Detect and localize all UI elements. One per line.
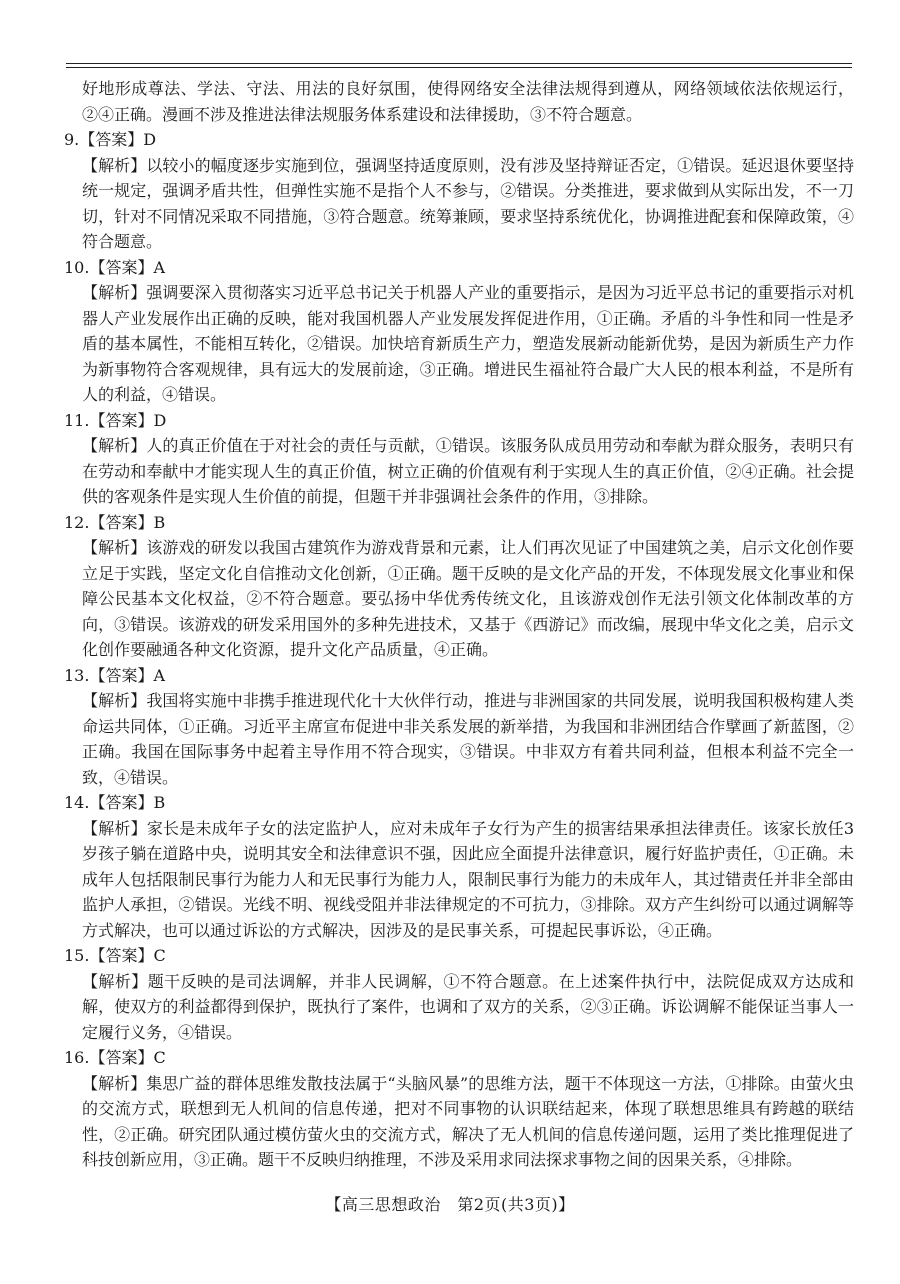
answer-line: 16.【答案】C: [64, 1048, 166, 1067]
header-rule-bottom: [66, 67, 852, 68]
answer-line: 15.【答案】C: [64, 946, 166, 965]
document-body: [64, 76, 854, 1173]
item-10: [64, 255, 854, 408]
item-12: [64, 510, 854, 663]
item-14: [64, 790, 854, 943]
analysis-paragraph: 【解析】该游戏的研发以我国古建筑作为游戏背景和元素，让人们再次见证了中国建筑之美，启示文化创作要立足于实践，坚定文化自信推动文化创新，①正确。题干反映的是文化产品的开发，不体现发展文化事业和保障公民基本文化权益，②不符合题意。要弘扬中华优秀传统文化，且该游戏创作无法引领文化体制改革的方向，③错误。该游戏的研发采用国外的多种先进技术，又基于《西游记》而改编，展现中华文化之美，启示文化创作要融通各种文化资源，提升文化产品质量，④正确。: [82, 538, 854, 659]
answer-line: 12.【答案】B: [64, 512, 166, 532]
analysis-paragraph: 【解析】题干反映的是司法调解，并非人民调解，①不符合题意。在上述案件执行中，法院促成双方达成和解，使双方的利益都得到保护，既执行了案件，也调和了双方的关系，②③正确。诉讼调解不能保证当事人一定履行义务，④错误。: [82, 971, 854, 1042]
answer-line: 13.【答案】A: [64, 665, 166, 685]
analysis-paragraph: 【解析】人的真正价值在于对社会的责任与贡献，①错误。该服务队成员用劳动和奉献为群众服务，表明只有在劳动和奉献中才能实现人生的真正价值，树立正确的价值观有利于实现人生的真正价值，②④正确。社会提供的客观条件是实现人生价值的前提，但题干并非强调社会条件的作用，③排除。: [82, 436, 854, 506]
item-16: [64, 1045, 854, 1173]
item-9: [64, 127, 854, 255]
page-footer: 【高三思想政治 第2页(共3页)】: [325, 1195, 575, 1214]
item-15: [64, 943, 854, 1045]
answer-line: 11.【答案】D: [64, 410, 167, 430]
header-rule-top: [66, 63, 852, 64]
analysis-paragraph: 【解析】家长是未成年子女的法定监护人，应对未成年子女行为产生的损害结果承担法律责任。该家长放任3岁孩子躺在道路中央，说明其安全和法律意识不强，因此应全面提升法律意识，履行好监护责任，①正确。未成年人包括限制民事行为能力人和无民事行为能力人，限制民事行为能力的未成年人，其过错责任并非全部由监护人承担，②错误。光线不明、视线受阻并非法律规定的不可抗力，③排除。双方产生纠纷可以通过调解等方式解决，也可以通过诉讼的方式解决，因涉及的是民事关系，可提起民事诉讼，④正确。: [82, 818, 854, 940]
item-11: [64, 408, 854, 510]
analysis-paragraph: 【解析】集思广益的群体思维发散技法属于“头脑风暴”的思维方法，题干不体现这一方法，①排除。由萤火虫的交流方式，联想到无人机间的信息传递，把对不同事物的认识联结起来，体现了联想思维具有跨越的联结性，②正确。研究团队通过模仿萤火虫的交流方式，解决了无人机间的信息传递问题，运用了类比推理促进了科技创新应用，③正确。题干不反映归纳推理，不涉及采用求同法探求事物之间的因果关系，④排除。: [82, 1073, 854, 1169]
analysis-paragraph: 【解析】我国将实施中非携手推进现代化十大伙伴行动，推进与非洲国家的共同发展，说明我国积极构建人类命运共同体，①正确。习近平主席宣布促进中非关系发展的新举措，为我国和非洲团结合作擘画了新蓝图，②正确。我国在国际事务中起着主导作用不符合现实，③错误。中非双方有着共同利益，但根本利益不完全一致，④错误。: [82, 691, 854, 787]
intro-paragraph: 好地形成尊法、学法、守法、用法的良好氛围，使得网络安全法律法规得到遵从，网络领域依法依规运行，②④正确。漫画不涉及推进法律法规服务体系建设和法律援助，③不符合题意。: [82, 79, 854, 124]
answer-line: 9.【答案】D: [64, 130, 157, 149]
answer-line: 10.【答案】A: [64, 257, 166, 277]
analysis-paragraph: 【解析】以较小的幅度逐步实施到位，强调坚持适度原则，没有涉及坚持辩证否定，①错误。延迟退休要坚持统一规定，强调矛盾共性，但弹性实施不是指个人不参与，②错误。分类推进，要求做到从实际出发，不一刀切，针对不同情况采取不同措施，③符合题意。统筹兼顾，要求坚持系统优化，协调推进配套和保障政策，④符合题意。: [82, 155, 854, 251]
answer-line: 14.【答案】B: [64, 793, 166, 812]
item-13: [64, 663, 854, 791]
analysis-paragraph: 【解析】强调要深入贯彻落实习近平总书记关于机器人产业的重要指示，是因为习近平总书记的重要指示对机器人产业发展作出正确的反映，能对我国机器人产业发展发挥促进作用，①正确。矛盾的斗争性和同一性是矛盾的基本属性，不能相互转化，②错误。加快培育新质生产力，塑造发展新动能新优势，是因为新质生产力作为新事物符合客观规律，具有远大的发展前途，③正确。增进民生福祉符合最广大人民的根本利益，不是所有人的利益，④错误。: [82, 283, 854, 404]
